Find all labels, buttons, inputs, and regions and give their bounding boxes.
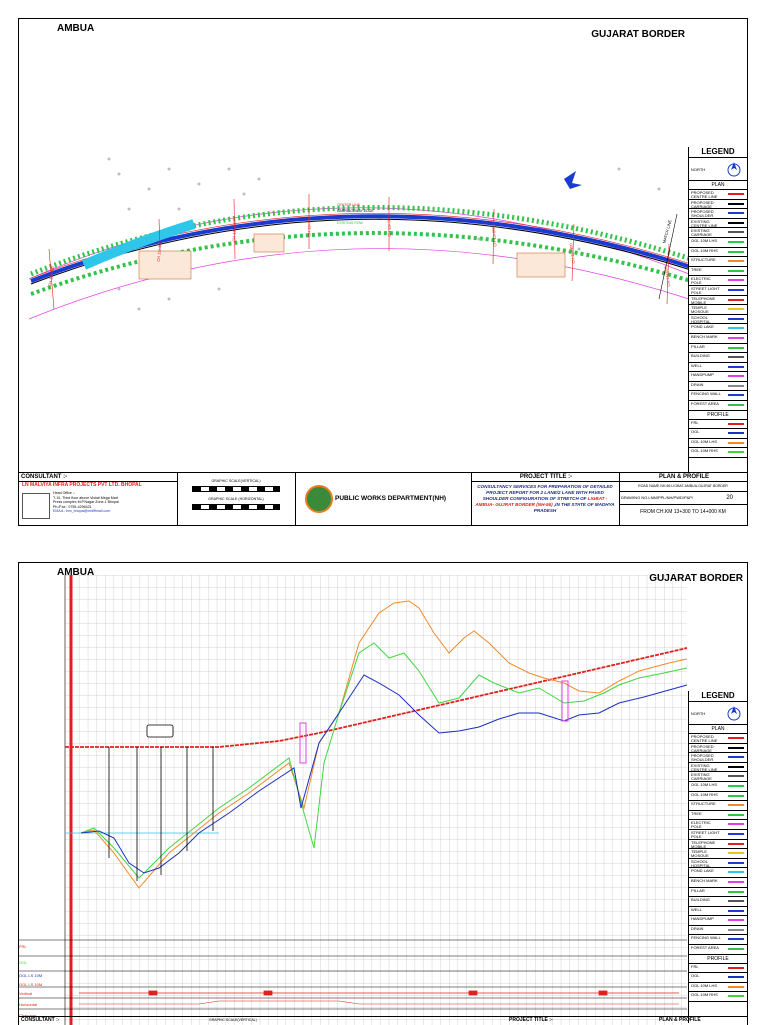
- legend-symbol: [728, 442, 744, 444]
- legend-row: [689, 305, 747, 315]
- legend-symbol: [728, 919, 744, 921]
- legend-row-label: FENCING WALL: [691, 392, 721, 397]
- chainage-label: CH 13+800: [490, 226, 498, 247]
- chainage-label: CH 13+600: [306, 216, 312, 237]
- legend-symbol: [728, 279, 744, 281]
- legend-row-label: TELEPHONE MOBILE: [691, 840, 716, 848]
- legend-symbol: [728, 251, 744, 253]
- legend-row: [689, 257, 747, 267]
- north-arrow-icon: [727, 705, 741, 721]
- legend-row: [689, 888, 747, 898]
- legend-symbol: [728, 270, 744, 272]
- legend-row: [689, 840, 747, 850]
- legend-row-label: BUILDING: [691, 354, 710, 359]
- legend-row-label: TEMPLE MOSQUE: [691, 850, 709, 858]
- legend-symbol: [728, 747, 744, 749]
- legend-row: [689, 391, 747, 401]
- project-title-label: PROJECT TITLE :-: [471, 473, 619, 482]
- structure-tag: [147, 725, 173, 737]
- chainage-label: CH 13+500: [231, 221, 238, 242]
- profile-drawing: [19, 563, 747, 1025]
- legend-row-label: EXISTING CARRIAGE: [691, 773, 712, 781]
- legend-row-label: STRUCTURE: [691, 258, 716, 263]
- legend-row: [689, 200, 747, 210]
- plan-profile-label: PLAN & PROFILE: [619, 473, 747, 482]
- legend-row: [689, 926, 747, 936]
- project-title-state: ,IN THE STATE OF MADHYA PRADESH: [533, 502, 615, 513]
- legend-row: [689, 219, 747, 229]
- legend-row: [689, 448, 747, 458]
- legend-row-label: BENCH MARK: [691, 878, 718, 883]
- legend-row: [689, 363, 747, 373]
- legend-symbol: [728, 766, 744, 768]
- title-block: [19, 472, 747, 525]
- project-title-cell: [471, 473, 620, 525]
- consultant-office: [53, 491, 119, 514]
- legend-row-label: OGL 10M RHS: [691, 449, 718, 454]
- legend-row: [689, 429, 747, 439]
- legend-symbol: [728, 862, 744, 864]
- legend-symbol: [728, 212, 744, 214]
- legend-row-label: TREE: [691, 811, 702, 816]
- legend-symbol: [728, 299, 744, 301]
- center-line: [31, 219, 691, 284]
- legend-row-label: SCHOOL HOSPITAL: [691, 315, 711, 323]
- profile-left-label: AMBUA: [57, 567, 95, 578]
- legend-plan-items: [689, 734, 747, 955]
- legend-title: LEGEND: [689, 691, 747, 702]
- row-label-ogl: OGL: [19, 960, 28, 965]
- legend-row: [689, 315, 747, 325]
- legend-row: [689, 945, 747, 955]
- legend-row: [689, 248, 747, 258]
- legend-symbol: [728, 948, 744, 950]
- scale-horizontal-label: GRAPHIC SCALE (HORIZONTAL): [208, 497, 264, 501]
- legend-panel: [688, 147, 747, 473]
- legend-row-label: PROPOSED CENTRE LINE: [691, 735, 718, 742]
- legend-symbol: [728, 241, 744, 243]
- legend-row-label: OGL 10M LHS: [691, 238, 718, 243]
- legend-row: [689, 286, 747, 296]
- legend-north-label: NORTH: [691, 711, 706, 716]
- legend-row-label: TEMPLE MOSQUE: [691, 306, 709, 314]
- legend-symbol: [728, 833, 744, 835]
- row-line-south: [29, 249, 689, 319]
- legend-row-label: WELL: [691, 363, 702, 368]
- legend-row-label: STRUCTURE: [691, 802, 716, 807]
- office-line: T-10, Third floor above Vishal Mega Mart: [53, 495, 118, 500]
- legend-row-label: OGL 10M LHS: [691, 782, 718, 787]
- legend-symbol: [728, 394, 744, 396]
- legend-row: [689, 973, 747, 983]
- legend-symbol: [728, 843, 744, 845]
- legend-row: [689, 296, 747, 306]
- legend-symbol: [728, 404, 744, 406]
- legend-symbol: [728, 423, 744, 425]
- legend-symbol: [728, 785, 744, 787]
- road-name: ROAD NAME NH-56 LIGBAT-AMBUA-GUJRAT BORDER: [619, 482, 747, 492]
- legend-symbol: [728, 737, 744, 739]
- legend-row-label: PROPOSED CENTRE LINE: [691, 191, 718, 198]
- legend-row: [689, 209, 747, 219]
- plan-right-label: GUJARAT BORDER: [591, 29, 685, 40]
- chainage-label: CH 14+000: [662, 266, 672, 287]
- north-arrow-icon: [727, 161, 741, 177]
- drawing-number-row: [619, 492, 747, 505]
- drawing-number-label: DRAWING NO.LNMIPPL/NH/PWD/P&P/: [621, 495, 694, 500]
- legend-row: [689, 983, 747, 993]
- consultant-label: CONSULTANT :-: [21, 1017, 60, 1023]
- project-title: CONSULTANCY SERVICES FOR PREPARATION OF DETAILED PROJECT REPORT FOR 2 LANE/2 LANE WITH PAVED SHOULDER CONFIGURATION OF STRETCH OF: [477, 484, 613, 501]
- legend-symbol: [728, 910, 744, 912]
- legend-symbol: [728, 385, 744, 387]
- callout-shoulder: PAVED SHOULDER: [337, 215, 369, 219]
- chainage-label: CH 13+900: [568, 243, 577, 264]
- consultant-label: CONSULTANT :-: [19, 473, 177, 482]
- legend-row-label: STREET LIGHT POLE: [691, 286, 720, 294]
- drawing-info-cell: [619, 473, 747, 525]
- plan-north-arrow: [564, 171, 582, 189]
- legend-symbol: [728, 260, 744, 262]
- legend-symbol: [728, 823, 744, 825]
- legend-row-label: WELL: [691, 907, 702, 912]
- legend-row-label: FRL: [691, 964, 699, 969]
- legend-row-label: FRL: [691, 420, 699, 425]
- legend-symbol: [728, 366, 744, 368]
- legend-row: [689, 964, 747, 974]
- legend-row-label: SCHOOL HOSPITAL: [691, 859, 711, 867]
- legend-symbol: [728, 193, 744, 195]
- legend-plan-head: PLAN: [689, 725, 747, 734]
- legend-row-label: PROPOSED CARRIAGE: [691, 744, 714, 752]
- legend-symbol: [728, 852, 744, 854]
- legend-row-label: TREE: [691, 267, 702, 272]
- callout-carriageway: CARRIAGEWAY EDGE: [337, 209, 374, 213]
- chainage-range: FROM CH.KM 13+300 TO 14+000 KM: [640, 509, 726, 515]
- legend-row-label: OGL: [691, 974, 700, 979]
- legend-row-label: FOREST AREA: [691, 402, 719, 407]
- legend-row-label: OGL: [691, 430, 700, 435]
- legend-row: [689, 772, 747, 782]
- legend-row: [689, 344, 747, 354]
- legend-row-label: ELECTRIC POLE: [691, 277, 711, 285]
- profile-sheet: [18, 562, 748, 1025]
- department-cell: [295, 473, 472, 525]
- plan-drawing: [19, 19, 747, 525]
- legend-row-label: OGL 10M LHS: [691, 983, 718, 988]
- legend-symbol: [728, 900, 744, 902]
- legend-row-label: BENCH MARK: [691, 334, 718, 339]
- department-name: PUBLIC WORKS DEPARTMENT(NH): [335, 495, 447, 502]
- legend-symbol: [728, 308, 744, 310]
- pwd-emblem: [305, 485, 333, 513]
- row-label-vertical: Vertical: [19, 991, 33, 996]
- legend-symbol: [728, 986, 744, 988]
- office-line: Press complex M.P.Nagar Zone-1 Bhopal: [53, 500, 119, 505]
- legend-symbol: [728, 871, 744, 873]
- legend-row: [689, 734, 747, 744]
- project-title-text: [471, 482, 619, 516]
- legend-row-label: POND LAKE: [691, 869, 714, 874]
- legend-symbol: [728, 337, 744, 339]
- row-label-ogl-lhs: OGL LS 10M: [19, 973, 43, 978]
- legend-row: [689, 372, 747, 382]
- legend-row: [689, 401, 747, 411]
- legend-profile-head: PROFILE: [689, 411, 747, 420]
- legend-profile-items: [689, 420, 747, 458]
- legend-row-label: PROPOSED SHOULDER: [691, 210, 714, 218]
- callout-center-line: CENTER LINE: [337, 203, 361, 207]
- plan-sheet: [18, 18, 748, 526]
- chainage-label: CH 13+700: [386, 216, 393, 237]
- consultant-cell: [19, 473, 178, 525]
- office-line: EMAIL: lnm_bhopal@rediffmail.com: [53, 509, 111, 514]
- row-label-horizontal: Horizontal: [19, 1002, 38, 1007]
- legend-row-label: OGL 10M LHS: [691, 439, 718, 444]
- chainage-label: CH 13+300: [46, 266, 56, 287]
- legend-row: [689, 801, 747, 811]
- profile-grid: [65, 575, 687, 940]
- legend-row: [689, 753, 747, 763]
- legend-profile-items: [689, 964, 747, 1002]
- legend-symbol: [728, 814, 744, 816]
- legend-row-label: PROPOSED SHOULDER: [691, 754, 714, 762]
- legend-symbol: [728, 432, 744, 434]
- row-label-ogl-rhs: OGL LS 10M: [19, 982, 43, 987]
- legend-row: [689, 382, 747, 392]
- legend-symbol: [728, 756, 744, 758]
- legend-symbol: [728, 356, 744, 358]
- legend-symbol: [728, 891, 744, 893]
- legend-north-label: NORTH: [691, 167, 706, 172]
- legend-row-label: FENCING WALL: [691, 936, 721, 941]
- legend-row: [689, 820, 747, 830]
- plan-profile-label: PLAN & PROFILE: [659, 1017, 701, 1023]
- legend-panel: [688, 691, 747, 1023]
- legend-symbol: [728, 995, 744, 997]
- legend-row: [689, 792, 747, 802]
- legend-row-label: TELEPHONE MOBILE: [691, 296, 716, 304]
- legend-row: [689, 897, 747, 907]
- legend-symbol: [728, 804, 744, 806]
- legend-row: [689, 228, 747, 238]
- legend-row-label: PILLAR: [691, 344, 705, 349]
- legend-row-label: POND LAKE: [691, 325, 714, 330]
- match-line-label: MATCH LINE: [661, 219, 673, 244]
- scale-bar-vertical: [192, 486, 280, 492]
- legend-symbol: [728, 976, 744, 978]
- row-label-frl: FRL: [19, 944, 27, 949]
- office-line: Ph./Fax : 0755-4296421: [53, 504, 92, 509]
- legend-north: [689, 158, 747, 181]
- legend-profile-head: PROFILE: [689, 955, 747, 964]
- legend-row-label: PILLAR: [691, 888, 705, 893]
- profile-table-grid: [65, 940, 687, 1025]
- legend-plan-head: PLAN: [689, 181, 747, 190]
- scale-vertical-label: GRAPHIC SCALE(VERTICAL): [209, 1018, 257, 1022]
- legend-plan-items: [689, 190, 747, 411]
- legend-symbol: [728, 289, 744, 291]
- legend-row-label: EXISTING CARRIAGE: [691, 229, 712, 237]
- legend-row: [689, 907, 747, 917]
- profile-right-label: GUJARAT BORDER: [649, 573, 743, 584]
- legend-row: [689, 190, 747, 200]
- legend-row: [689, 992, 747, 1002]
- legend-title: LEGEND: [689, 147, 747, 158]
- legend-row: [689, 420, 747, 430]
- legend-symbol: [728, 327, 744, 329]
- legend-row-label: DRAIN: [691, 926, 704, 931]
- legend-symbol: [728, 967, 744, 969]
- consultant-name: LN MALVIYA INFRA PROJECTS PVT LTD. BHOPAL: [22, 482, 142, 488]
- legend-row: [689, 334, 747, 344]
- office-line: Head Office :-: [53, 491, 76, 495]
- legend-row: [689, 935, 747, 945]
- scale-cell: [177, 473, 296, 525]
- legend-symbol: [728, 231, 744, 233]
- legend-symbol: [728, 318, 744, 320]
- legend-symbol: [728, 938, 744, 940]
- project-title-label: PROJECT TITLE :-: [509, 1017, 553, 1023]
- legend-row: [689, 324, 747, 334]
- legend-row-label: OGL 10M RHS: [691, 993, 718, 998]
- legend-symbol: [728, 375, 744, 377]
- chainage-label: CH 13+400: [155, 241, 163, 262]
- legend-row: [689, 267, 747, 277]
- legend-symbol: [728, 222, 744, 224]
- legend-symbol: [728, 929, 744, 931]
- legend-symbol: [728, 451, 744, 453]
- legend-row: [689, 878, 747, 888]
- legend-row: [689, 830, 747, 840]
- legend-row-label: OGL 10M RHS: [691, 248, 718, 253]
- drawing-number: 20: [726, 495, 733, 501]
- legend-row-label: STREET LIGHT POLE: [691, 830, 720, 838]
- legend-row: [689, 916, 747, 926]
- scale-vertical-label: GRAPHIC SCALE(VERTICAL): [211, 479, 261, 483]
- legend-row-label: PROPOSED CARRIAGE: [691, 200, 714, 208]
- legend-symbol: [728, 347, 744, 349]
- legend-row: [689, 868, 747, 878]
- legend-row-label: DRAIN: [691, 382, 704, 387]
- legend-row: [689, 744, 747, 754]
- legend-symbol: [728, 775, 744, 777]
- legend-row-label: FOREST AREA: [691, 946, 719, 951]
- legend-row: [689, 439, 747, 449]
- legend-row: [689, 859, 747, 869]
- callout-row: EXISTING ROW: [337, 221, 363, 225]
- legend-row-label: HANDPUMP: [691, 373, 714, 378]
- legend-row-label: OGL 10M RHS: [691, 792, 718, 797]
- legend-row: [689, 238, 747, 248]
- legend-row: [689, 353, 747, 363]
- legend-north: [689, 702, 747, 725]
- legend-symbol: [728, 795, 744, 797]
- scale-bar-horizontal: [192, 504, 280, 510]
- legend-row-label: ELECTRIC POLE: [691, 821, 711, 829]
- legend-row-label: BUILDING: [691, 898, 710, 903]
- legend-row: [689, 763, 747, 773]
- legend-row: [689, 782, 747, 792]
- legend-row: [689, 811, 747, 821]
- legend-row-label: EXISTING CENTRE LINE: [691, 219, 718, 227]
- legend-symbol: [728, 881, 744, 883]
- legend-symbol: [728, 203, 744, 205]
- row-label-chainage: Chainage: [19, 1013, 37, 1018]
- consultant-logo: [22, 493, 50, 519]
- project-title-road: LIGBAT - AMBUA- GUJRAT BORDER (NH-56): [475, 496, 608, 507]
- legend-row: [689, 849, 747, 859]
- legend-row-label: EXISTING CENTRE LINE: [691, 763, 718, 771]
- legend-row-label: HANDPUMP: [691, 917, 714, 922]
- legend-row: [689, 276, 747, 286]
- plan-left-label: AMBUA: [57, 23, 95, 34]
